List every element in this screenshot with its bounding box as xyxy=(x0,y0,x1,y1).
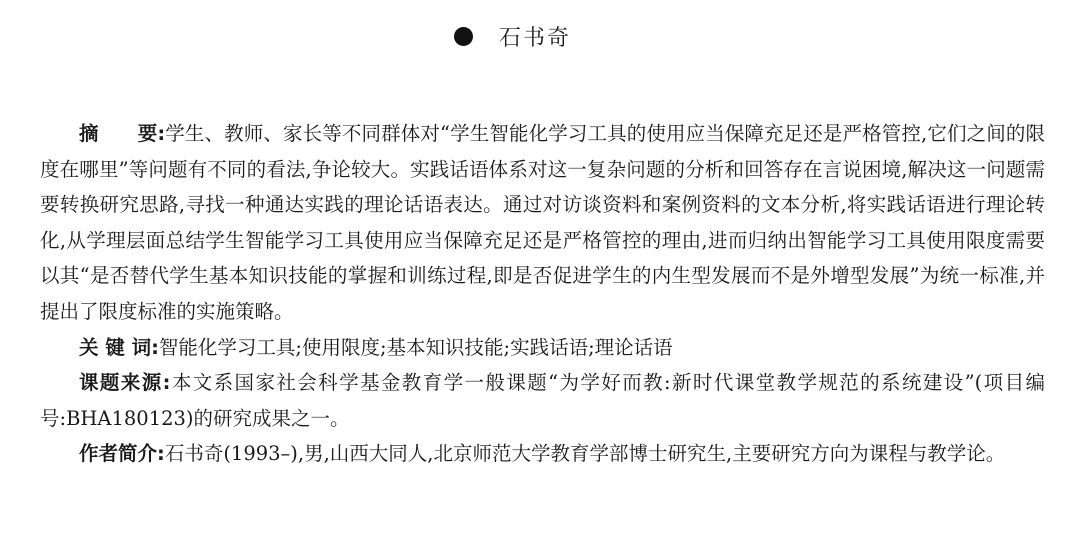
abstract-paragraph xyxy=(40,116,1045,330)
bullet-icon xyxy=(454,27,473,46)
keywords-label: 关 键 词: xyxy=(79,335,159,359)
funding-label: 课题来源: xyxy=(79,371,171,395)
funding-text: 本文系国家社会科学基金教育学一般课题“为学好而教:新时代课堂教学规范的系统建设”(项目编号:BHA180123)的研究成果之一。 xyxy=(40,371,1045,430)
author-name: 石书奇 xyxy=(498,25,571,51)
keywords-text: 智能化学习工具;使用限度;基本知识技能;实践话语;理论话语 xyxy=(158,335,673,359)
abstract-label-second: 要: xyxy=(137,122,166,145)
author-bio-text: 石书奇(1993–),男,山西大同人,北京师范大学教育学部博士研究生,主要研究方向为课程与教学论。 xyxy=(164,442,1006,466)
abstract-text: 学生、教师、家长等不同群体对“学生智能化学习工具的使用应当保障充足还是严格管控,它们之间的限度在哪里”等问题有不同的看法,争论较大。实践话语体系对这一复杂问题的分析和回答存在言说困境,解决这一问题需要转换研究思路,寻找一种通达实践的理论话语表达。通过对访谈资料和案例资料的文本分析,将实践话语进行理论转化,从学理层面总结学生智能学习工具使用应当保障充足还是严格管控的理由,进而归纳出智能学习工具使用限度需要以其“是否替代学生基本知识技能的掌握和训练过程,即是否促进学生的内生型发展而不是外增型发展”为统一标准,并提出了限度标准的实施策略。 xyxy=(40,122,1045,323)
author-header xyxy=(0,18,1081,54)
author-bio-paragraph xyxy=(40,436,1045,472)
keywords-paragraph xyxy=(40,330,1045,366)
funding-paragraph xyxy=(40,365,1045,436)
author-bio-label: 作者简介: xyxy=(79,442,165,466)
article-front-matter xyxy=(40,116,1045,472)
abstract-label-first: 摘 xyxy=(79,122,99,145)
